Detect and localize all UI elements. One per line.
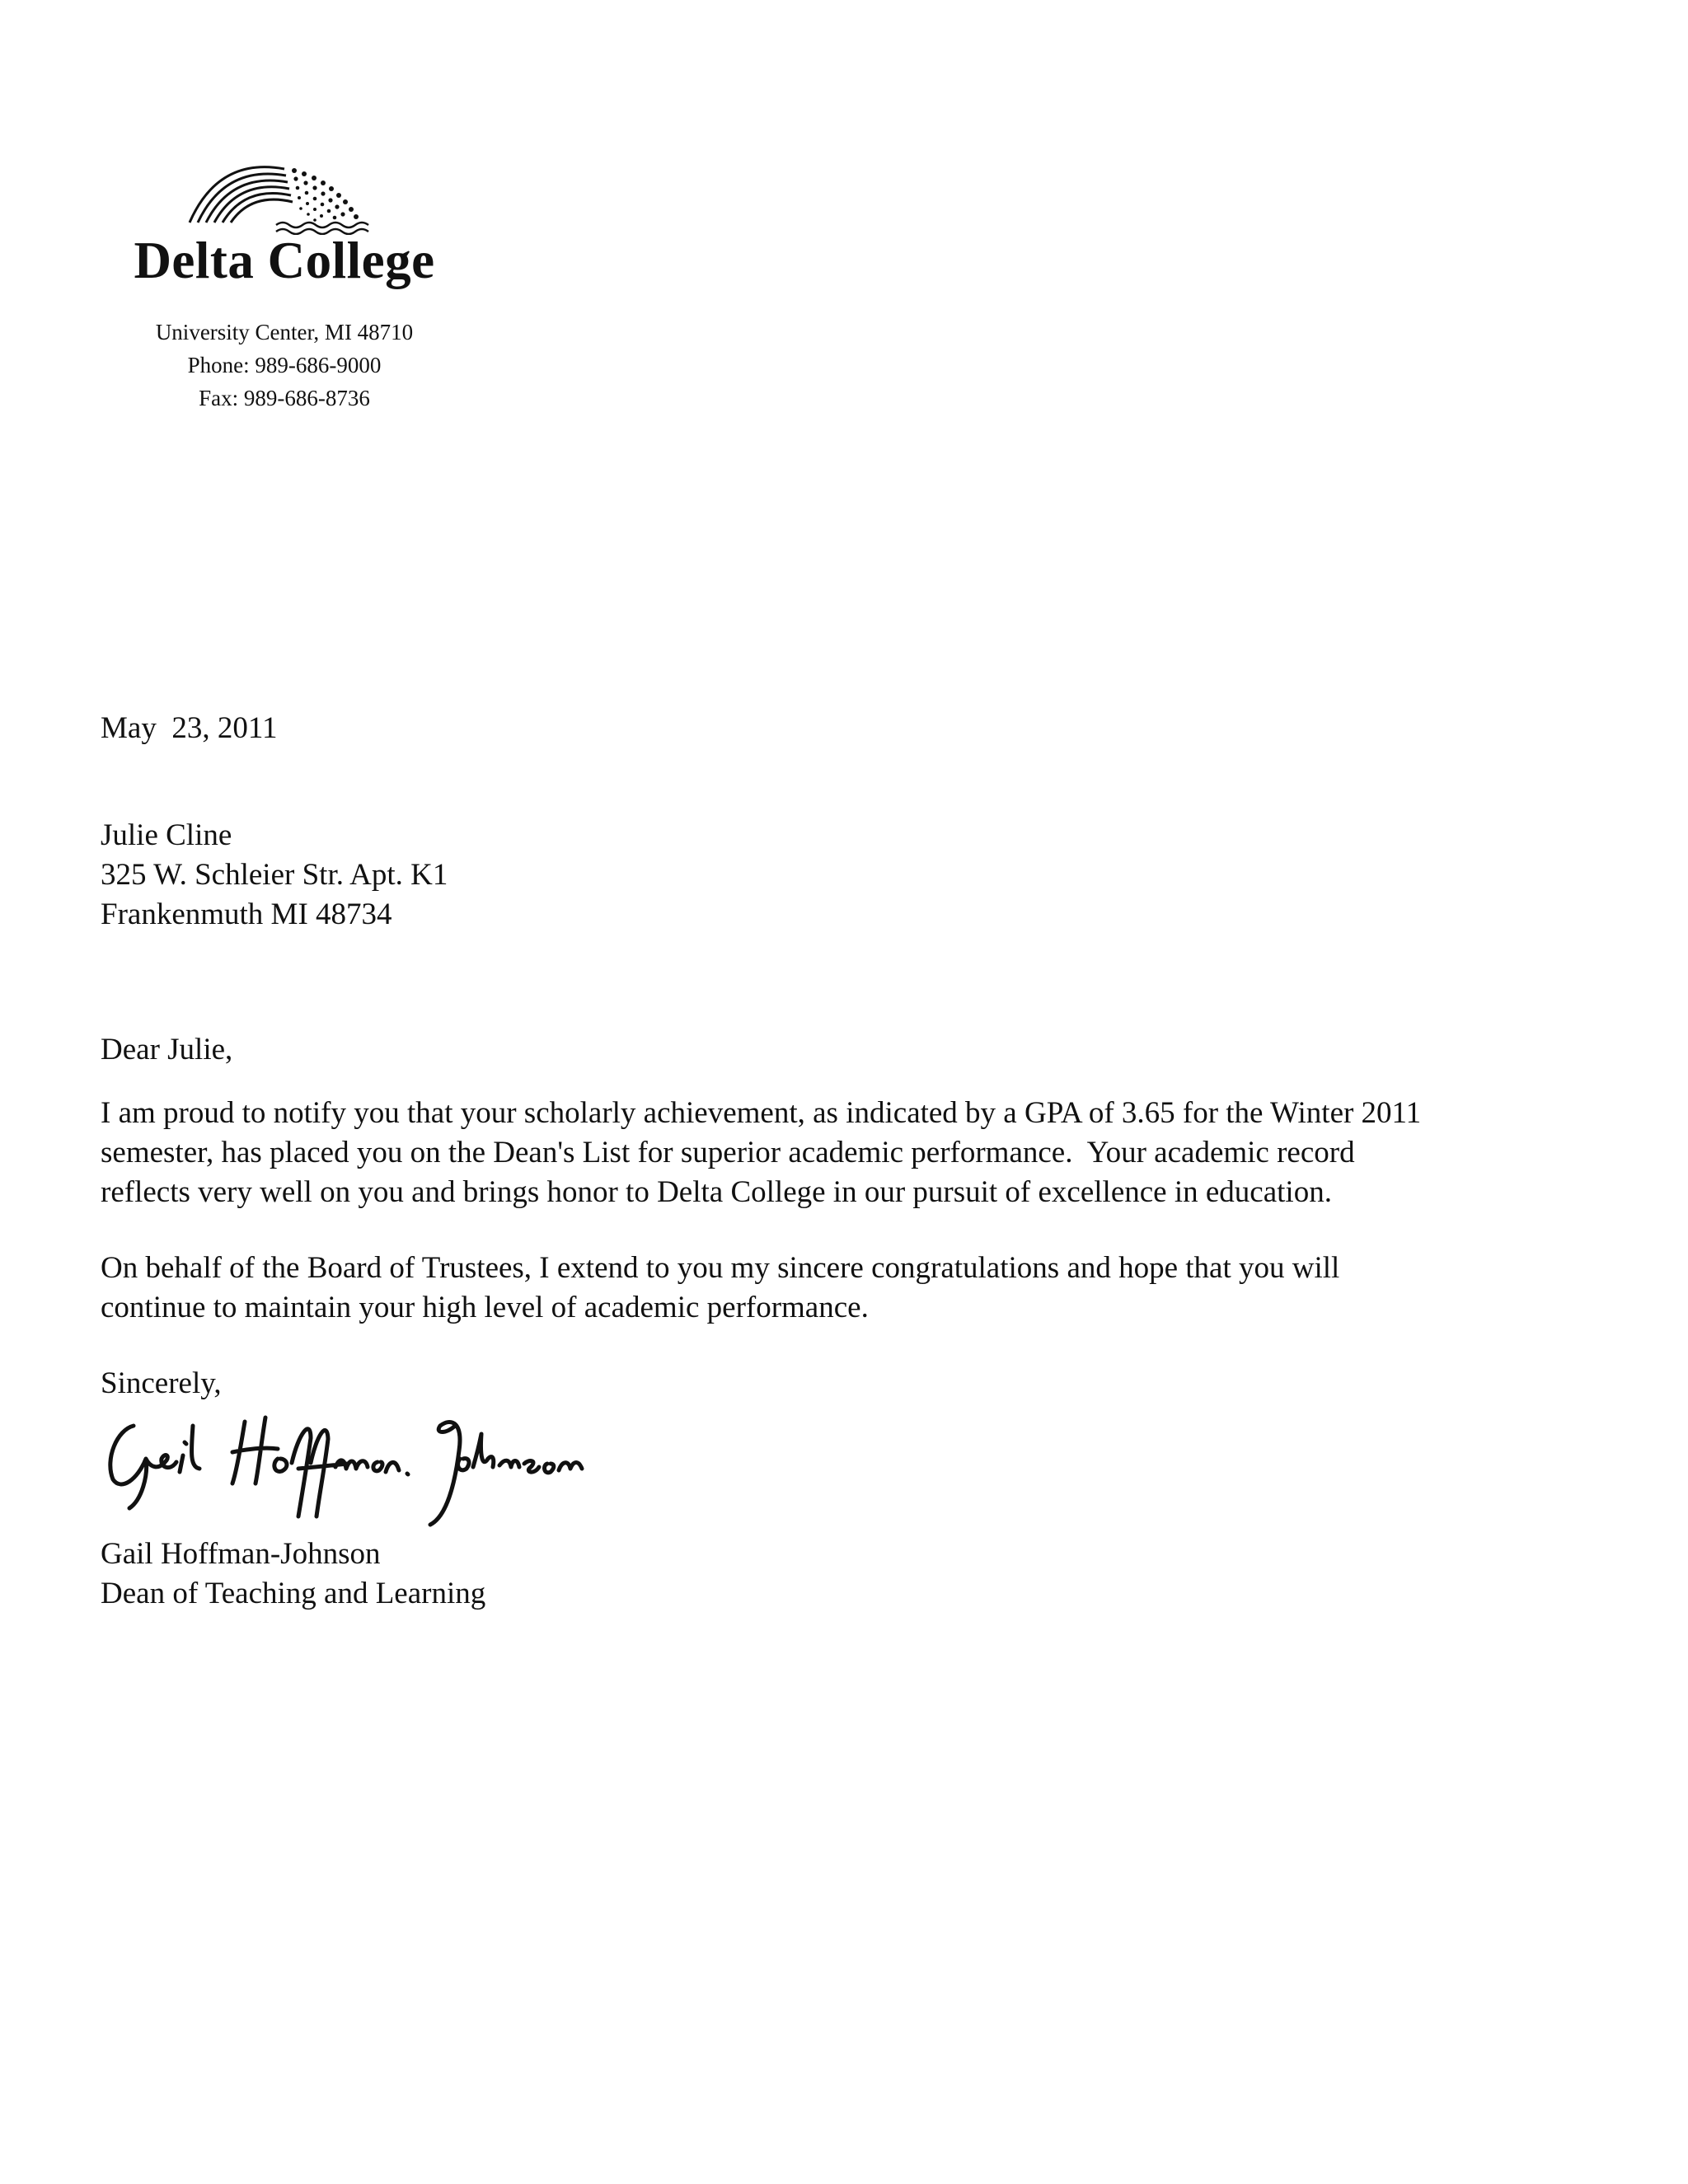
paragraph-line: I am proud to notify you that your scholarly achievement, as indicated by a GPA of 3.65 for the Winter 2011 [101,1096,1422,1130]
letterhead-phone: Phone: 989-686-9000 [187,353,382,377]
handwritten-signature [101,1401,603,1533]
paragraph-line: continue to maintain your high level of academic performance. [101,1291,869,1324]
signer-title: Dean of Teaching and Learning [101,1577,486,1610]
college-name: Delta College [134,232,435,289]
body-paragraph-1 [101,1094,1421,1212]
recipient-address-block [101,816,448,935]
recipient-name: Julie Cline [101,818,232,852]
closing: Sincerely, [101,1366,222,1400]
recipient-city: Frankenmuth MI 48734 [101,898,392,931]
signer-name: Gail Hoffman-Johnson [101,1537,381,1571]
paragraph-line: reflects very well on you and brings honor to Delta College in our pursuit of excellence in education. [101,1175,1332,1209]
paragraph-line: On behalf of the Board of Trustees, I extend to you my sincere congratulations and hope that you will [101,1251,1340,1285]
letter-date: May 23, 2011 [101,711,278,745]
recipient-street: 325 W. Schleier Str. Apt. K1 [101,858,448,892]
salutation: Dear Julie, [101,1033,233,1066]
letterhead-fax: Fax: 989-686-8736 [199,386,370,410]
letterhead-contact [107,316,462,415]
delta-college-logo-icon [185,161,392,235]
letterhead-address: University Center, MI 48710 [155,320,414,344]
paragraph-line: semester, has placed you on the Dean's List for superior academic performance. Your academic record [101,1136,1355,1169]
body-paragraph-2 [101,1249,1339,1328]
signature-block [101,1535,485,1614]
